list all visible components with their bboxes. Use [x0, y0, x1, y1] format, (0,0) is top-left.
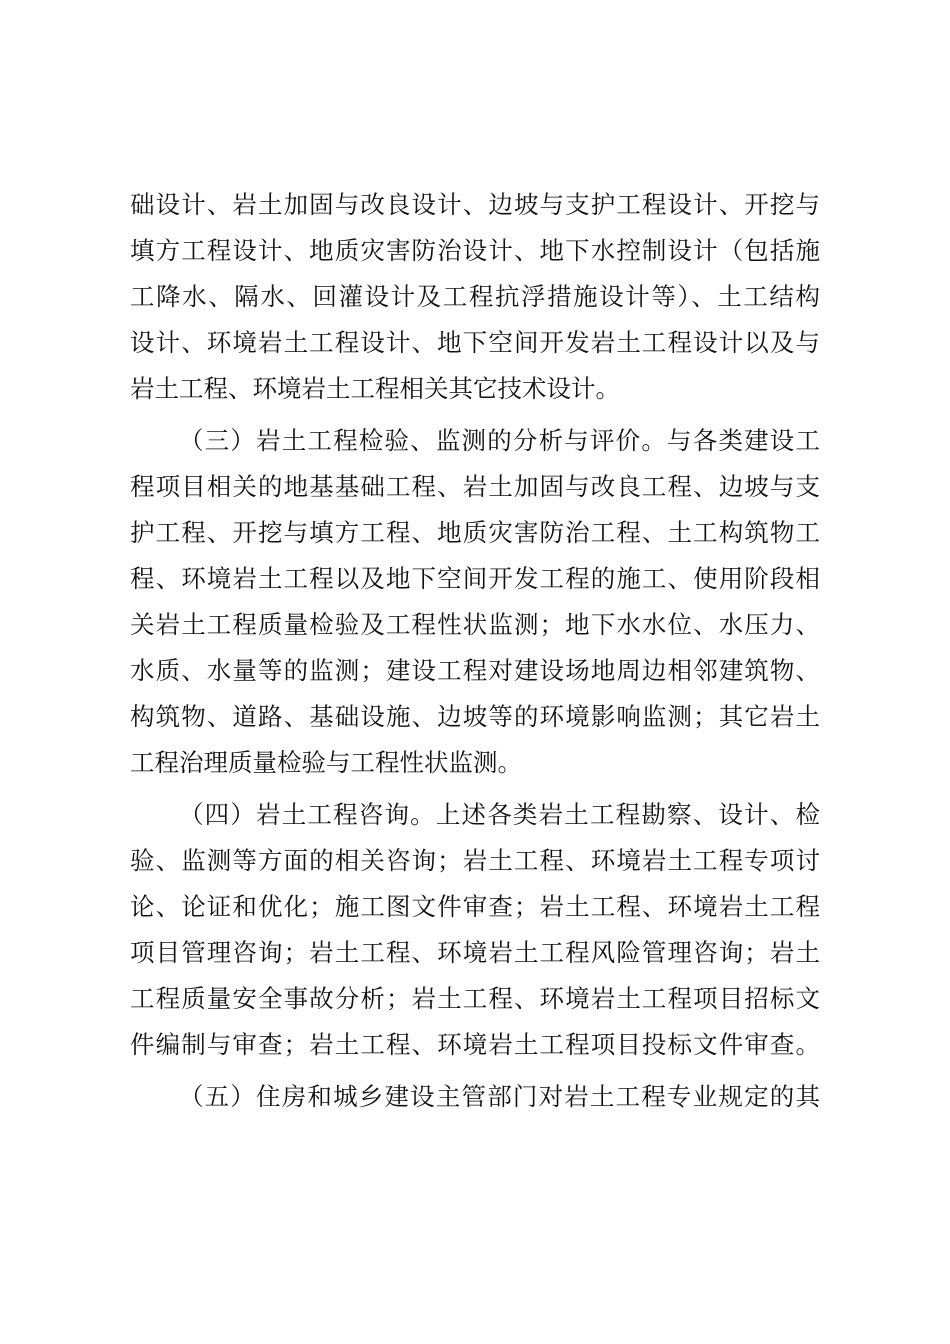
- text-line: 关岩土工程质量检验及工程性状监测；地下水水位、水压力、: [130, 610, 820, 639]
- text-line: 础设计、岩土加固与改良设计、边坡与支护工程设计、开挖与: [130, 190, 820, 219]
- text-line: 填方工程设计、地质灾害防治设计、地下水控制设计（包括施: [130, 236, 820, 265]
- text-line: （五）住房和城乡建设主管部门对岩土工程专业规定的其: [179, 1082, 820, 1111]
- document-body: [130, 182, 820, 1120]
- text-line: （三）岩土工程检验、监测的分析与评价。与各类建设工: [179, 426, 820, 455]
- text-line: 程、环境岩土工程以及地下空间开发工程的施工、使用阶段相: [130, 564, 820, 593]
- paragraph-design-continuation: [130, 182, 820, 412]
- text-line: 设计、环境岩土工程设计、地下空间开发岩土工程设计以及与: [130, 328, 820, 357]
- text-line: 工程质量安全事故分析；岩土工程、环境岩土工程项目招标文: [130, 984, 820, 1013]
- text-line: （四）岩土工程咨询。上述各类岩土工程勘察、设计、检: [179, 800, 820, 829]
- text-line: 论、论证和优化；施工图文件审查；岩土工程、环境岩土工程: [130, 892, 820, 921]
- text-line: 岩土工程、环境岩土工程相关其它技术设计。: [130, 374, 620, 403]
- text-line: 程项目相关的地基基础工程、岩土加固与改良工程、边坡与支: [130, 472, 820, 501]
- paragraph-inspection-monitoring: [130, 418, 820, 786]
- text-line: 验、监测等方面的相关咨询；岩土工程、环境岩土工程专项讨: [130, 846, 820, 875]
- text-line: 护工程、开挖与填方工程、地质灾害防治工程、土工构筑物工: [130, 518, 820, 547]
- paragraph-consulting: [130, 792, 820, 1068]
- text-line: 工程治理质量检验与工程性状监测。: [130, 748, 522, 777]
- text-line: 项目管理咨询；岩土工程、环境岩土工程风险管理咨询；岩土: [130, 938, 820, 967]
- text-line: 件编制与审查；岩土工程、环境岩土工程项目投标文件审查。: [130, 1030, 820, 1059]
- text-line: 水质、水量等的监测；建设工程对建设场地周边相邻建筑物、: [130, 656, 820, 685]
- paragraph-other-regulations: [130, 1074, 820, 1120]
- text-line: 工降水、隔水、回灌设计及工程抗浮措施设计等）、土工结构: [130, 282, 820, 311]
- text-line: 构筑物、道路、基础设施、边坡等的环境影响监测；其它岩土: [130, 702, 820, 731]
